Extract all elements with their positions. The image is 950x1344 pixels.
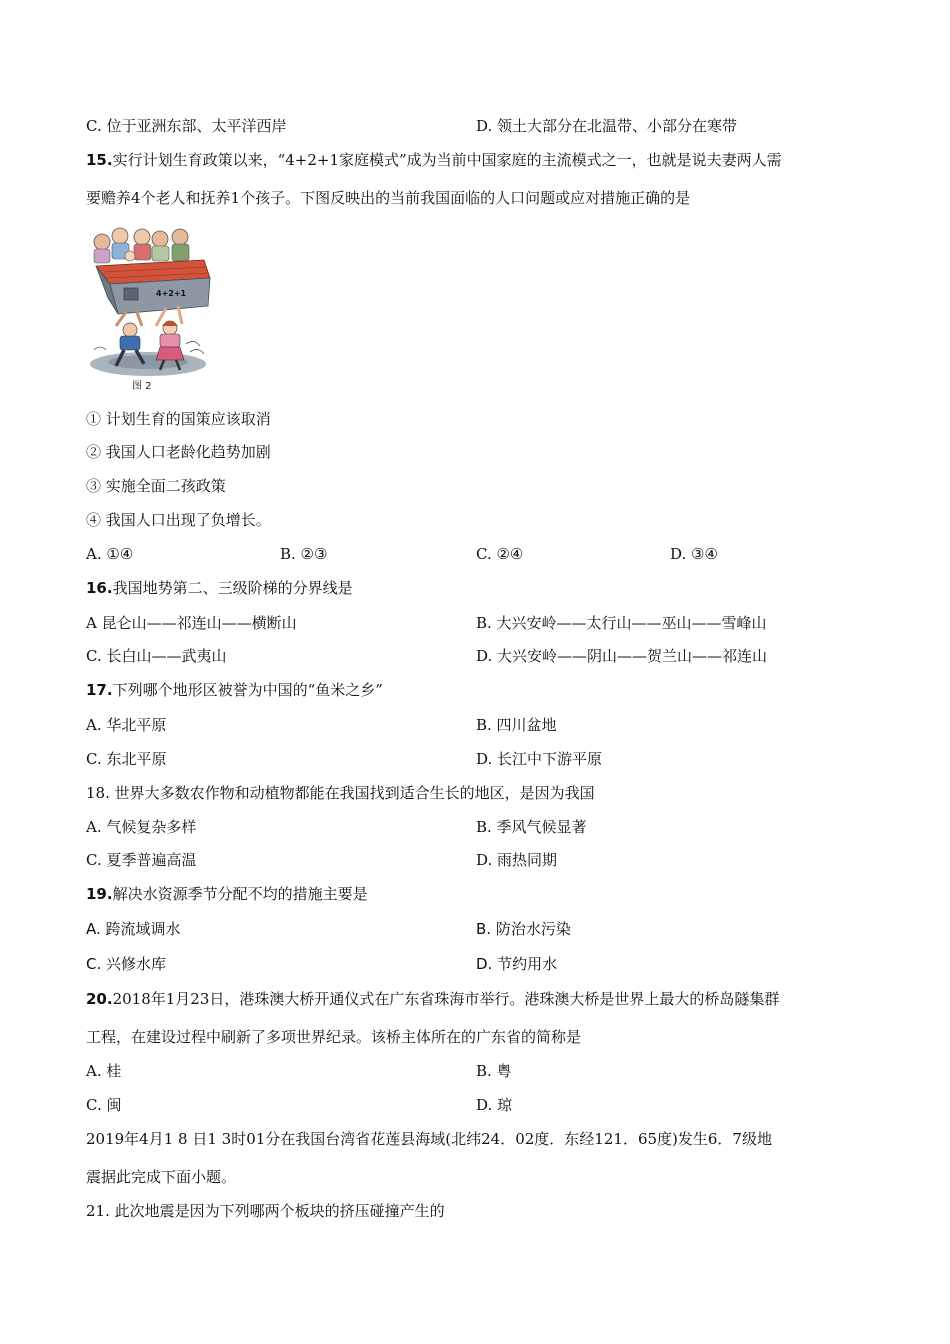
q19-option-b: B. 防治水污染 [476,920,571,938]
q15-option-c: C. ②④ [476,545,524,563]
q20-option-c: C. 闽 [86,1096,122,1114]
q19-option-d: D. 节约用水 [476,955,558,973]
q20-stem-line2: 工程，在建设过程中刷新了多项世界纪录。该桥主体所在的广东省的简称是 [86,1028,582,1046]
q16-option-c: C. 长白山——武夷山 [86,647,227,665]
q15-item-4: ④ 我国人口出现了负增长。 [86,511,271,529]
q15-stem-text: 实行计划生育政策以来，“4+2+1家庭模式”成为当前中国家庭的主流模式之一，也就是说夫妻两人需 [112,151,782,169]
q16-option-b: B. 大兴安岭——太行山——巫山——雪峰山 [476,614,767,632]
q19-option-c: C. 兴修水库 [86,955,167,973]
passage-line2: 震据此完成下面小题。 [86,1168,237,1186]
house-label: 4+2+1 [156,289,187,298]
q18-option-c: C. 夏季普遍高温 [86,851,197,869]
q14-option-c: C. 位于亚洲东部、太平洋西岸 [86,117,287,135]
q18-stem: 18. 世界大多数农作物和动植物都能在我国找到适合生长的地区，是因为我国 [86,784,595,802]
q19-option-a: A. 跨流域调水 [86,920,181,938]
q15-option-a: A. ①④ [86,545,134,563]
q17-option-b: B. 四川盆地 [476,716,557,734]
q20-option-b: B. 粤 [476,1062,512,1080]
q14-option-d: D. 领土大部分在北温带、小部分在寒带 [476,117,738,135]
family-burden-illustration [86,222,214,394]
q16-option-a: A 昆仑山——祁连山——横断山 [86,614,297,632]
q16-stem: 16.我国地势第二、三级阶梯的分界线是 [86,579,353,597]
q16-option-d: D. 大兴安岭——阴山——贺兰山——祁连山 [476,647,768,665]
q15-option-d: D. ③④ [670,545,718,563]
q15-stem-line2: 要赡养4个老人和抚养1个孩子。下图反映出的当前我国面临的人口问题或应对措施正确的是 [86,189,691,207]
q15-item-2: ② 我国人口老龄化趋势加剧 [86,443,271,461]
q15-number: 15. [86,151,113,169]
q19-stem: 19.解决水资源季节分配不均的措施主要是 [86,885,368,903]
q15-item-3: ③ 实施全面二孩政策 [86,477,226,495]
q15-item-1: ① 计划生育的国策应该取消 [86,410,271,428]
q17-option-c: C. 东北平原 [86,750,167,768]
q17-stem: 17.下列哪个地形区被誉为中国的“鱼米之乡” [86,681,383,699]
q20-option-a: A. 桂 [86,1062,122,1080]
q21-stem: 21. 此次地震是因为下列哪两个板块的挤压碰撞产生的 [86,1202,445,1220]
q20-option-d: D. 琼 [476,1096,513,1114]
q19-number: 19. [86,885,113,903]
q15-stem-line1 [86,150,782,170]
q15-option-b: B. ②③ [280,545,328,563]
figure-caption: 图 2 [132,381,152,392]
q20-stem-line1: 20.2018年1月23日，港珠澳大桥开通仪式在广东省珠海市举行。港珠澳大桥是世界上最大的桥岛隧集群 [86,990,780,1008]
passage-line1: 2019年4月1 8 日1 3时01分在我国台湾省花莲县海域(北纬24．02度．东经121．65度)发生6．7级地 [86,1130,772,1148]
q17-number: 17. [86,681,113,699]
elderly-figures [94,228,189,263]
q20-number: 20. [86,990,113,1008]
family-burden-figure [86,222,214,394]
q17-option-a: A. 华北平原 [86,716,167,734]
q17-option-d: D. 长江中下游平原 [476,750,603,768]
q18-option-b: B. 季风气候显著 [476,818,587,836]
q18-option-a: A. 气候复杂多样 [86,818,197,836]
q16-number: 16. [86,579,113,597]
q18-option-d: D. 雨热同期 [476,851,558,869]
